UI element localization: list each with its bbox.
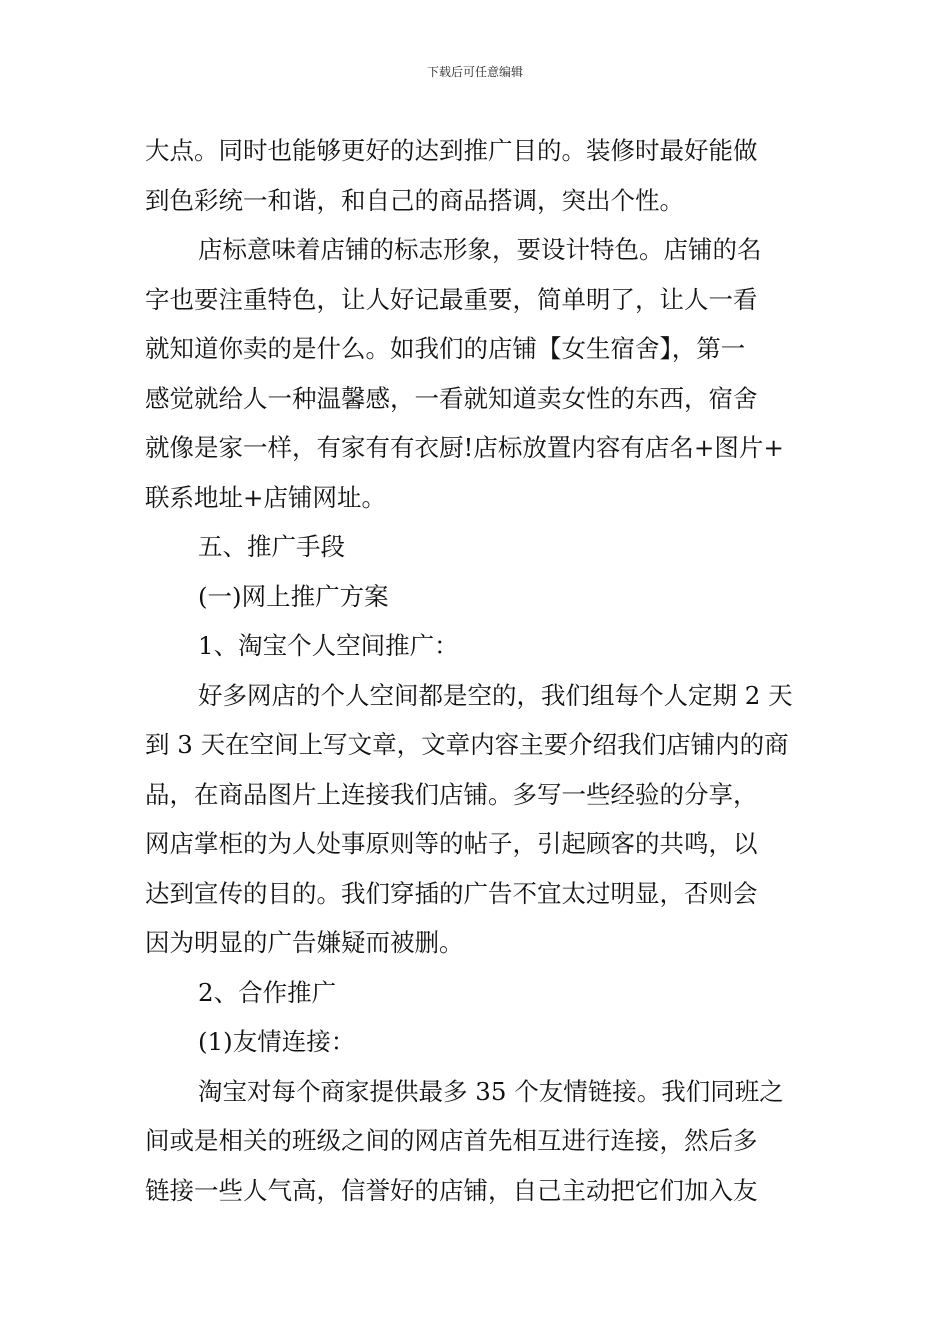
item-heading: 2、合作推广: [198, 977, 337, 1007]
subsection-heading: (一)网上推广方案: [198, 581, 389, 611]
paragraph-start-line: 淘宝对每个商家提供最多 35 个友情链接。我们同班之: [198, 1076, 784, 1106]
text-line: 大点。同时也能够更好的达到推广目的。装修时最好能做: [145, 136, 758, 165]
text-line: 到 3 天在空间上写文章，文章内容主要介绍我们店铺内的商: [145, 730, 789, 759]
paragraph-start-line: 好多网店的个人空间都是空的，我们组每个人定期 2 天: [198, 680, 793, 710]
page-header: 下载后可任意编辑: [426, 65, 523, 79]
text-line: 因为明显的广告嫌疑而被删。: [145, 928, 464, 957]
sub-item-heading: (1)友情连接：: [198, 1027, 356, 1056]
document-body: [145, 126, 810, 1215]
text-line: 就像是家一样，有家有有衣厨!店标放置内容有店名+图片+: [145, 433, 784, 462]
text-line: 字也要注重特色，让人好记最重要，简单明了，让人一看: [145, 284, 758, 314]
text-line: 网店掌柜的为人处事原则等的帖子，引起顾客的共鸣，以: [145, 829, 758, 858]
text-line: 感觉就给人一种温馨感，一看就知道卖女性的东西，宿舍: [145, 383, 758, 413]
text-line: 间或是相关的班级之间的网店首先相互进行连接，然后多: [145, 1126, 758, 1155]
text-line: 达到宣传的目的。我们穿插的广告不宜太过明显，否则会: [145, 878, 758, 908]
text-line: 品，在商品图片上连接我们店铺。多写一些经验的分享，: [145, 779, 758, 809]
text-line: 联系地址+店铺网址。: [145, 482, 387, 512]
item-heading: 1、淘宝个人空间推广：: [198, 631, 459, 660]
text-line: 到色彩统一和谐，和自己的商品搭调，突出个性。: [145, 185, 684, 215]
section-heading: 五、推广手段: [198, 532, 345, 561]
paragraph-start-line: 店标意味着店铺的标志形象，要设计特色。店铺的名: [198, 235, 762, 264]
text-line: 就知道你卖的是什么。如我们的店铺【女生宿舍】，第一: [145, 334, 746, 363]
text-line: 链接一些人气高，信誉好的店铺，自己主动把它们加入友: [145, 1175, 758, 1205]
